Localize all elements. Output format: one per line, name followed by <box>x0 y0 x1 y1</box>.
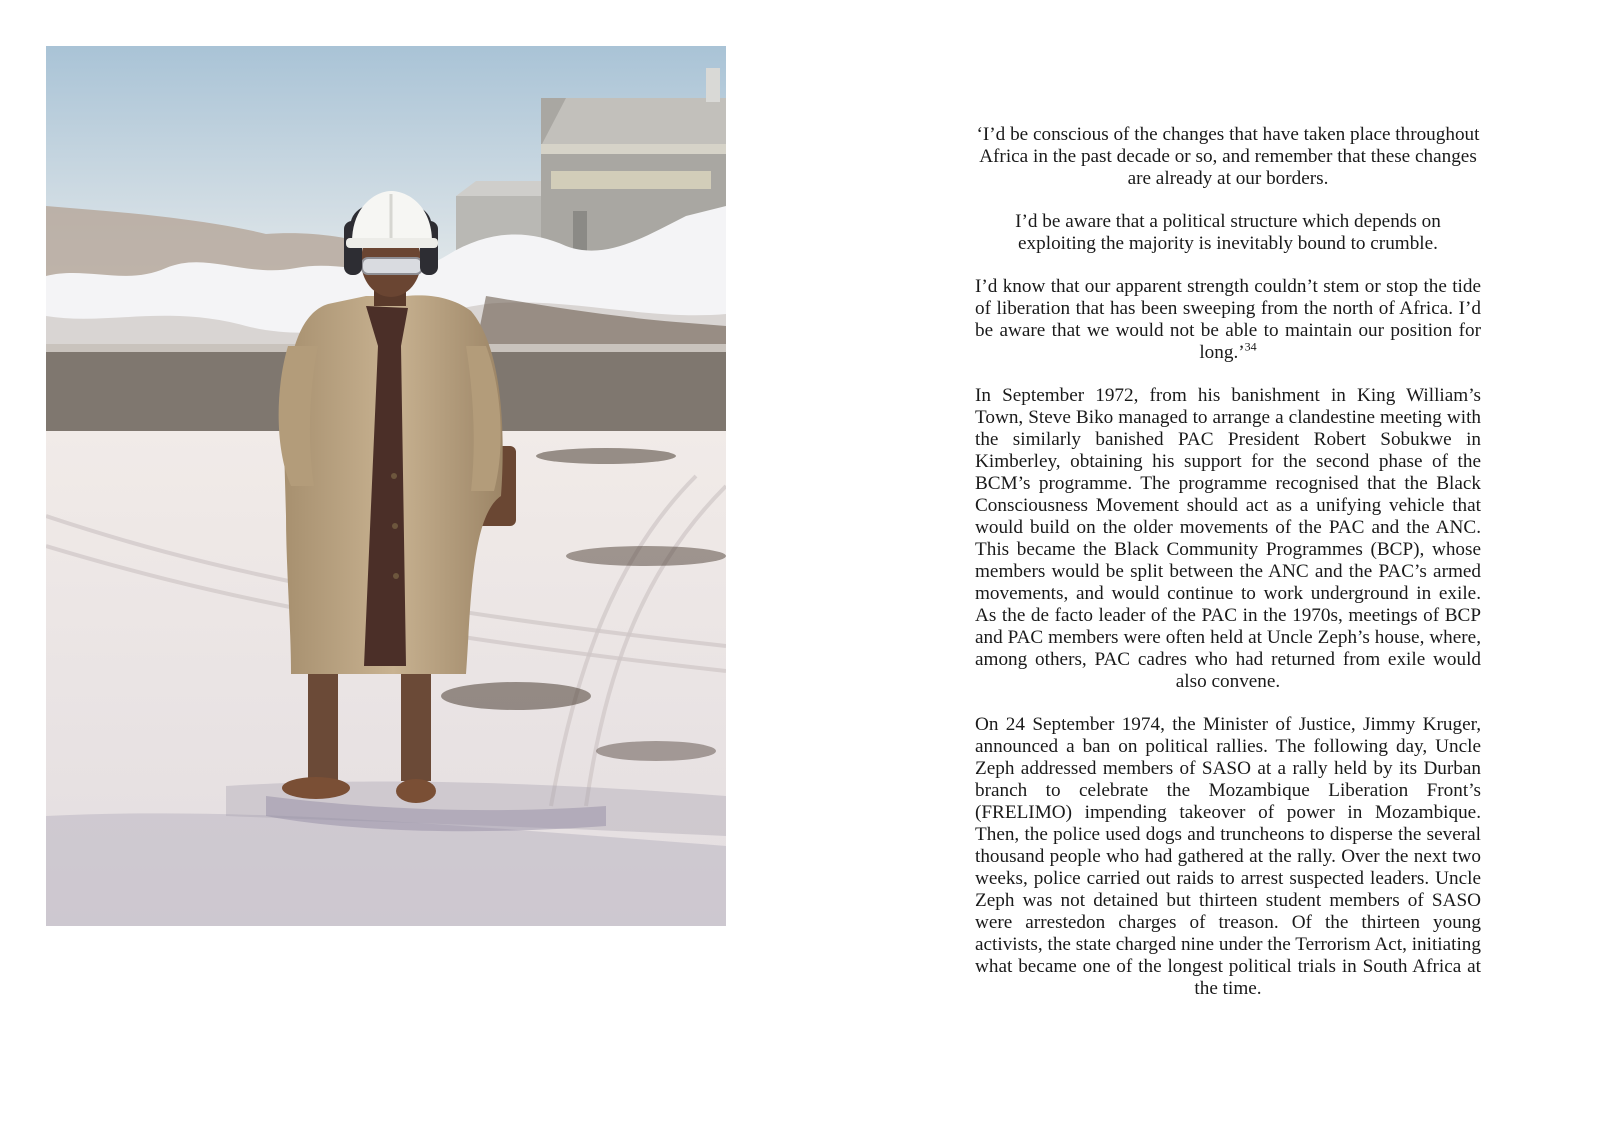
body-paragraph-2: On 24 September 1974, the Minister of Justice, Jimmy Kruger, announced a ban on political rallies. The following day, Uncle Zeph addressed members of SASO at a rally held by its Durban branch to celebrate the Mozambique Liberation Front’s (FRELIMO) impending takeover of power in Mozambique. Then, the police used dogs and truncheons to disperse the several thousand people who had gathered at the rally. Over the next two weeks, police carried out raids to arrest suspected leaders. Uncle Zeph was not detained but thirteen student members of SASO were arrestedon charges of treason. Of the thirteen young activists, the state charged nine under the Terrorism Act, initiating what became one of the longest political trials in South Africa at the time. <box>975 714 1481 999</box>
quote-paragraph-2: I’d be aware that a political structure which depends on exploiting the majority is inevitably bound to crumble. <box>1015 211 1441 254</box>
footnote-reference: 34 <box>1244 339 1257 354</box>
text-column <box>975 124 1481 1021</box>
photograph-woman-in-coat-hard-hat-snow-icon <box>46 46 726 926</box>
photograph-woman-in-snow <box>46 46 726 926</box>
quote-paragraph-1: ‘I’d be conscious of the changes that have taken place throughout Africa in the past decade or so, and remember that these changes are already at our borders. <box>976 124 1480 189</box>
body-paragraph-1: In September 1972, from his banishment in King William’s Town, Steve Biko managed to arrange a clandestine meeting with the similarly banished PAC President Robert Sobukwe in Kimberley, obtaining his support for the second phase of the BCM’s programme. The programme recognised that the Black Consciousness Movement should act as a unifying vehicle that would build on the older movements of the PAC and the ANC. This became the Black Community Programmes (BCP), whose members would be split between the ANC and the PAC’s armed movements, and would continue to work underground in exile. As the de facto leader of the PAC in the 1970s, meetings of BCP and PAC members were often held at Uncle Zeph’s house, where, among others, PAC cadres who had returned from exile would also convene. <box>975 385 1481 692</box>
quote-paragraph-3-text: I’d know that our apparent strength couldn’t stem or stop the tide of liberation that has been sweeping from the north of Africa. I’d be aware that we would not be able to maintain our position for long.’ <box>975 276 1481 363</box>
quote-paragraph-3 <box>975 276 1481 364</box>
